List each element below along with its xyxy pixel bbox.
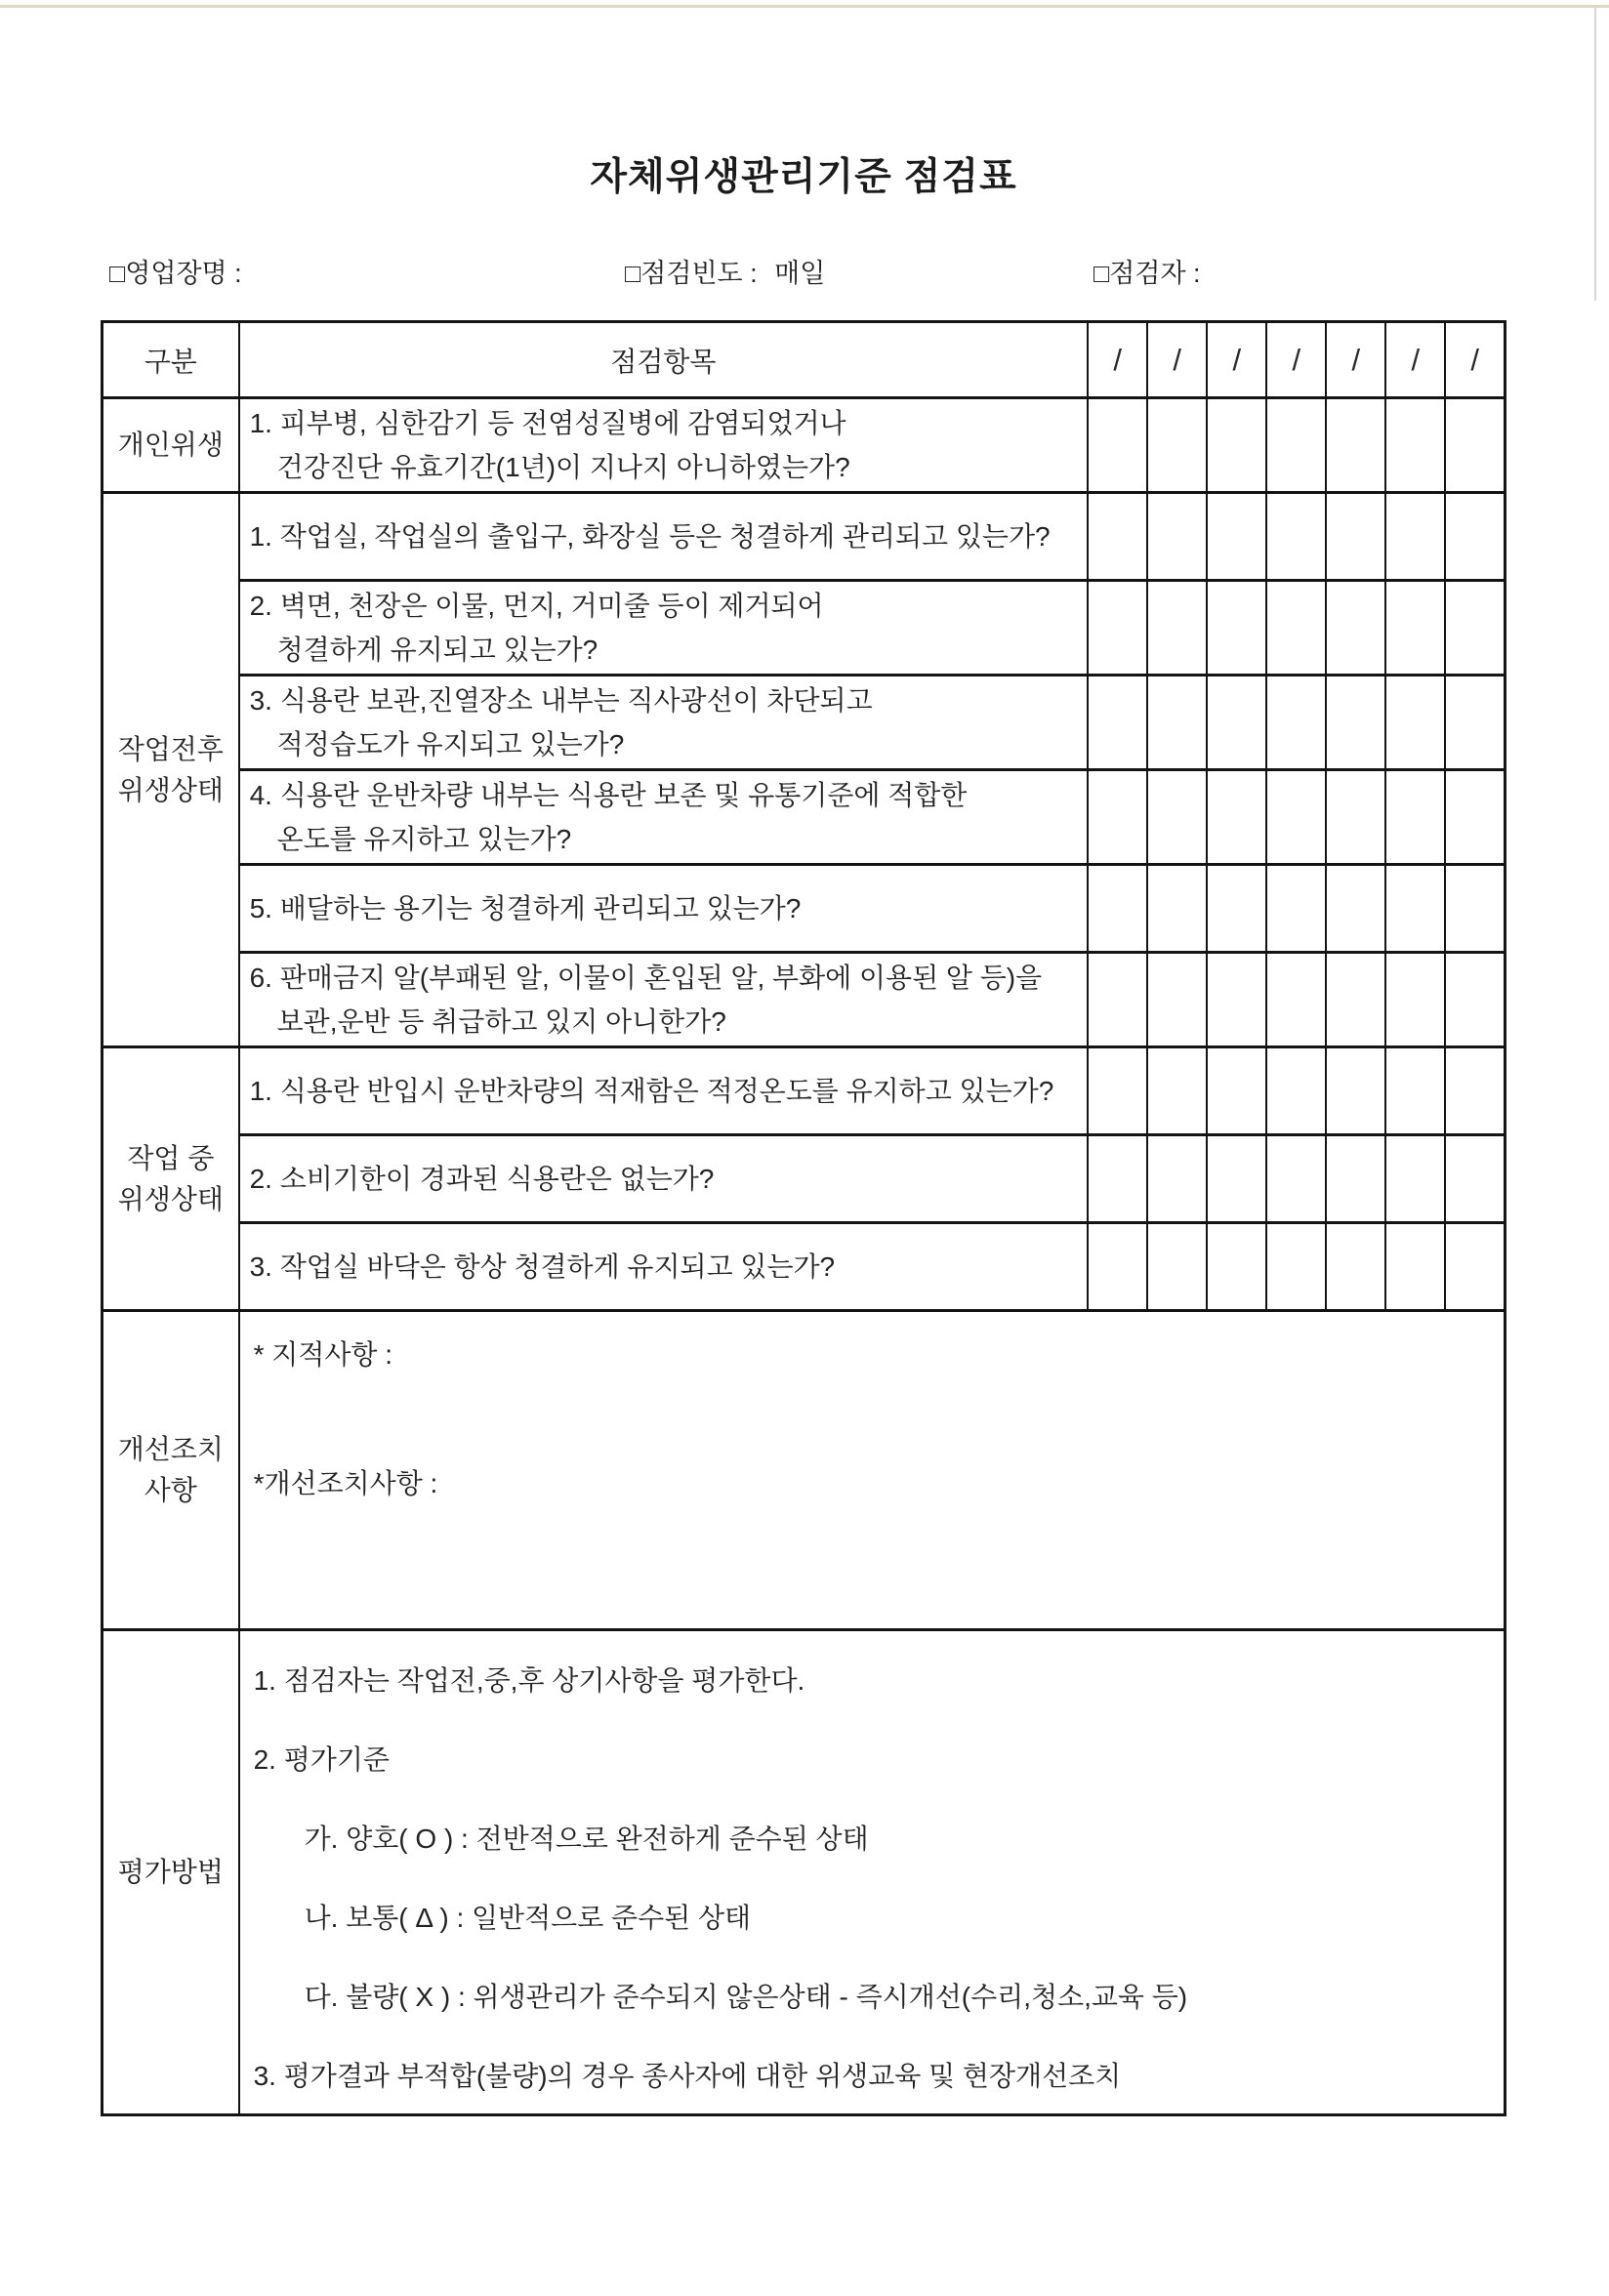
check-item-line: 3. 식용란 보관,진열장소 내부는 직사광선이 차단되고 (249, 685, 873, 716)
field-business-name (109, 252, 252, 290)
column-header-date: / (1326, 322, 1385, 398)
check-cell[interactable] (1147, 493, 1207, 581)
check-cell[interactable] (1326, 493, 1385, 581)
column-header-date: / (1088, 322, 1147, 398)
table-row (103, 1630, 1506, 2115)
check-cell[interactable] (1266, 1135, 1326, 1223)
check-cell[interactable] (1326, 953, 1385, 1047)
check-item (239, 953, 1089, 1047)
column-header-date: / (1445, 322, 1505, 398)
section-label-before-after-work (103, 493, 239, 1047)
check-cell[interactable] (1326, 865, 1385, 953)
check-cell[interactable] (1385, 1047, 1445, 1135)
check-cell[interactable] (1207, 953, 1266, 1047)
check-cell[interactable] (1088, 770, 1147, 865)
check-item-line: 2. 벽면, 천장은 이물, 먼지, 거미줄 등이 제거되어 (249, 591, 824, 621)
section-label-line: 개인위생 (117, 430, 224, 460)
evaluation-method-cell (239, 1630, 1506, 2115)
check-cell[interactable] (1385, 398, 1445, 493)
check-cell[interactable] (1326, 581, 1385, 676)
page-title: 자체위생관리기준 점검표 (590, 156, 1017, 198)
section-label-during-work (103, 1047, 239, 1311)
check-cell[interactable] (1207, 398, 1266, 493)
field-business-name-label: □영업장명 : (109, 259, 242, 288)
check-cell[interactable] (1445, 865, 1505, 953)
header-fields (0, 252, 1609, 295)
check-cell[interactable] (1445, 676, 1505, 770)
check-cell[interactable] (1088, 953, 1147, 1047)
section-label-line: 개선조치 (117, 1434, 224, 1464)
field-check-frequency-value: 매일 (774, 259, 826, 288)
table-row (103, 1047, 1506, 1135)
evaluation-line-good: 가. 양호( O ) : 전반적으로 완전하게 준수된 상태 (304, 1823, 869, 1854)
check-cell[interactable] (1445, 581, 1505, 676)
field-check-frequency (625, 252, 825, 290)
table-row (103, 676, 1506, 770)
evaluation-line: 2. 평가기준 (253, 1743, 390, 1775)
check-cell[interactable] (1445, 1135, 1505, 1223)
check-cell[interactable] (1207, 1223, 1266, 1311)
check-cell[interactable] (1385, 493, 1445, 581)
check-cell[interactable] (1088, 676, 1147, 770)
check-item-line: 적정습도가 유지되고 있는가? (276, 729, 625, 759)
section-label-personal-hygiene (103, 398, 239, 493)
check-item-line: 2. 소비기한이 경과된 식용란은 없는가? (249, 1164, 715, 1194)
section-label-line: 위생상태 (117, 774, 224, 805)
check-item-line: 6. 판매금지 알(부패된 알, 이물이 혼입된 알, 부화에 이용된 알 등)을 (249, 963, 1043, 993)
section-label-line: 위생상태 (117, 1183, 224, 1214)
check-item (239, 1047, 1089, 1135)
improvement-notes-cell[interactable] (239, 1311, 1506, 1630)
check-cell[interactable] (1445, 398, 1505, 493)
check-cell[interactable] (1445, 493, 1505, 581)
table-row (103, 953, 1506, 1047)
check-cell[interactable] (1147, 1135, 1207, 1223)
check-cell[interactable] (1385, 581, 1445, 676)
check-item-line: 청결하게 유지되고 있는가? (276, 635, 598, 665)
table-header-row (103, 322, 1506, 398)
check-cell[interactable] (1207, 676, 1266, 770)
check-cell[interactable] (1088, 398, 1147, 493)
section-label-line: 작업 중 (127, 1142, 215, 1173)
field-inspector-label: □점검자 : (1093, 259, 1201, 288)
improvement-actions-label: *개선조치사항 : (253, 1468, 438, 1498)
check-item (239, 676, 1089, 770)
check-cell[interactable] (1088, 1047, 1147, 1135)
check-cell[interactable] (1207, 1047, 1266, 1135)
table-row (103, 865, 1506, 953)
check-item (239, 493, 1089, 581)
check-cell[interactable] (1326, 1223, 1385, 1311)
section-label-line: 평가방법 (117, 1857, 224, 1887)
check-cell[interactable] (1266, 581, 1326, 676)
check-cell[interactable] (1088, 1135, 1147, 1223)
check-cell[interactable] (1266, 398, 1326, 493)
check-cell[interactable] (1385, 1223, 1445, 1311)
check-cell[interactable] (1207, 770, 1266, 865)
table-row (103, 581, 1506, 676)
check-cell[interactable] (1207, 865, 1266, 953)
check-item-line: 1. 작업실, 작업실의 출입구, 화장실 등은 청결하게 관리되고 있는가? (249, 521, 1051, 552)
check-cell[interactable] (1207, 493, 1266, 581)
table-row (103, 770, 1506, 865)
column-header-date: / (1266, 322, 1326, 398)
check-cell[interactable] (1266, 1223, 1326, 1311)
check-item-line: 4. 식용란 운반차량 내부는 식용란 보존 및 유통기준에 적합한 (249, 780, 968, 810)
check-item-line: 1. 식용란 반입시 운반차량의 적재함은 적정온도를 유지하고 있는가? (249, 1076, 1054, 1106)
check-item (239, 581, 1089, 676)
column-header-date: / (1385, 322, 1445, 398)
check-cell[interactable] (1326, 676, 1385, 770)
check-cell[interactable] (1445, 770, 1505, 865)
check-cell[interactable] (1088, 581, 1147, 676)
check-cell[interactable] (1147, 676, 1207, 770)
check-cell[interactable] (1445, 953, 1505, 1047)
evaluation-line-normal: 나. 보통( Δ ) : 일반적으로 준수된 상태 (304, 1902, 752, 1933)
check-cell[interactable] (1266, 1047, 1326, 1135)
check-cell[interactable] (1385, 953, 1445, 1047)
table-row (103, 1135, 1506, 1223)
section-label-evaluation-method (103, 1630, 239, 2115)
check-cell[interactable] (1266, 493, 1326, 581)
check-cell[interactable] (1147, 581, 1207, 676)
scan-artifact (0, 5, 1609, 8)
check-cell[interactable] (1088, 865, 1147, 953)
check-cell[interactable] (1088, 493, 1147, 581)
check-cell[interactable] (1326, 1135, 1385, 1223)
section-label-line: 작업전후 (117, 733, 224, 764)
check-item-line: 온도를 유지하고 있는가? (276, 824, 572, 854)
check-item (239, 1135, 1089, 1223)
evaluation-line: 3. 평가결과 부적합(불량)의 경우 종사자에 대한 위생교육 및 현장개선조치 (253, 2060, 1122, 2091)
check-cell[interactable] (1445, 1047, 1505, 1135)
check-cell[interactable] (1266, 676, 1326, 770)
check-cell[interactable] (1088, 1223, 1147, 1311)
check-cell[interactable] (1147, 770, 1207, 865)
check-cell[interactable] (1385, 676, 1445, 770)
column-header-category: 구분 (103, 322, 239, 398)
column-header-date: / (1207, 322, 1266, 398)
check-cell[interactable] (1385, 770, 1445, 865)
check-item-line: 5. 배달하는 용기는 청결하게 관리되고 있는가? (249, 893, 802, 923)
check-cell[interactable] (1207, 1135, 1266, 1223)
check-cell[interactable] (1147, 865, 1207, 953)
section-label-improvement (103, 1311, 239, 1630)
check-cell[interactable] (1326, 770, 1385, 865)
table-row (103, 493, 1506, 581)
table-row (103, 1311, 1506, 1630)
check-cell[interactable] (1266, 865, 1326, 953)
check-cell[interactable] (1147, 1223, 1207, 1311)
check-item-line: 건강진단 유효기간(1년)이 지나지 아니하였는가? (276, 452, 850, 482)
check-cell[interactable] (1266, 953, 1326, 1047)
column-header-date: / (1147, 322, 1207, 398)
check-item-line: 보관,운반 등 취급하고 있지 아니한가? (276, 1006, 726, 1037)
check-item (239, 1223, 1089, 1311)
field-check-frequency-label: □점검빈도 : (625, 259, 758, 288)
check-cell[interactable] (1147, 398, 1207, 493)
check-cell[interactable] (1326, 1047, 1385, 1135)
evaluation-line-bad: 다. 불량( X ) : 위생관리가 준수되지 않은상태 - 즉시개선(수리,청소,교육 등) (304, 1981, 1188, 2012)
pointed-out-items-label: * 지적사항 : (253, 1339, 393, 1370)
evaluation-line: 1. 점검자는 작업전,중,후 상기사항을 평가한다. (253, 1664, 805, 1696)
check-cell[interactable] (1147, 1047, 1207, 1135)
field-inspector (1093, 252, 1211, 290)
check-cell[interactable] (1147, 953, 1207, 1047)
table-row (103, 398, 1506, 493)
check-item-line: 1. 피부병, 심한감기 등 전염성질병에 감염되었거나 (249, 408, 846, 438)
table-row (103, 1223, 1506, 1311)
check-cell[interactable] (1326, 398, 1385, 493)
check-cell[interactable] (1266, 770, 1326, 865)
checklist-table (101, 320, 1506, 2116)
section-label-line: 사항 (144, 1475, 197, 1505)
check-cell[interactable] (1385, 1135, 1445, 1223)
column-header-item: 점검항목 (239, 322, 1089, 398)
check-item (239, 398, 1089, 493)
check-item (239, 865, 1089, 953)
check-item (239, 770, 1089, 865)
check-cell[interactable] (1385, 865, 1445, 953)
check-cell[interactable] (1445, 1223, 1505, 1311)
check-cell[interactable] (1207, 581, 1266, 676)
check-item-line: 3. 작업실 바닥은 항상 청결하게 유지되고 있는가? (249, 1251, 836, 1282)
